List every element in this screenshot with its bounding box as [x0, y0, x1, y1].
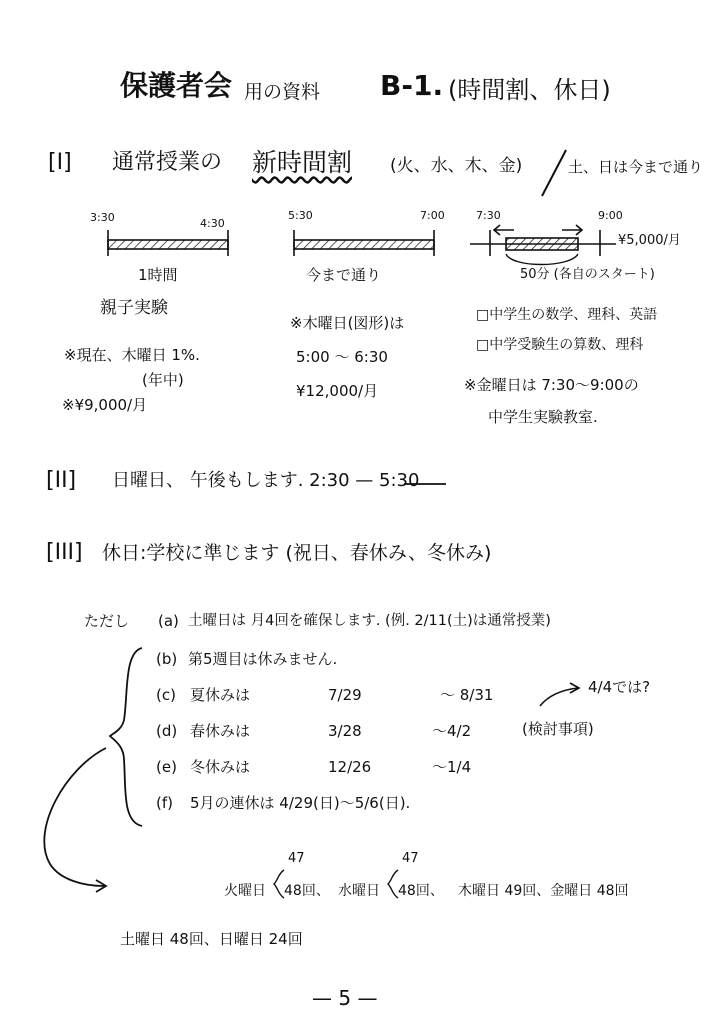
- page-number: — 5 —: [312, 986, 378, 1010]
- item-c-from: 7/29: [328, 686, 362, 704]
- col3-item-exam: □中学受験生の算数、理科: [476, 337, 644, 353]
- col1-timebar: [108, 230, 228, 256]
- col3-note-lab: 中学生実験教室.: [488, 408, 598, 426]
- col3-note-friday: ※金曜日は 7:30〜9:00の: [464, 376, 639, 394]
- col3-end-time: 9:00: [598, 209, 623, 222]
- col1-note-grade: (年中): [142, 371, 184, 389]
- col2-timebar: [294, 230, 434, 256]
- section1-heading-a: 通常授業の: [112, 150, 223, 175]
- item-e-label: (e): [156, 758, 177, 776]
- item-f-text: 5月の連休は 4/29(日)〜5/6(日).: [190, 794, 411, 812]
- col2-note-time: 5:00 〜 6:30: [296, 348, 388, 366]
- section1-marker: [I]: [48, 150, 72, 175]
- count-sup-tuesday: 47: [288, 851, 305, 866]
- item-e-to: 〜1/4: [432, 758, 472, 776]
- annotation-question: 4/4では?: [588, 678, 651, 696]
- title-paren: (時間割、休日): [448, 76, 611, 104]
- count-sup-wednesday: 47: [402, 851, 419, 866]
- count-wednesday: 水曜日: [338, 883, 380, 899]
- col1-note-current: ※現在、木曜日 1%.: [64, 346, 200, 364]
- annotation-review: (検討事項): [522, 720, 594, 738]
- col3-bar-label: 50分 (各自のスタート): [520, 267, 655, 282]
- item-d-label: (d): [156, 722, 178, 740]
- count-tuesday-value: 48回、: [284, 883, 330, 899]
- items-brace: [110, 648, 142, 826]
- question-arrow: [540, 688, 578, 706]
- item-d-to: 〜4/2: [432, 722, 472, 740]
- count-sat-sun: 土曜日 48回、日曜日 24回: [120, 930, 303, 948]
- col3-timebar: [470, 225, 616, 265]
- brace-tuesday: [274, 870, 284, 898]
- item-e-text: 冬休みは: [190, 758, 251, 776]
- item-d-from: 3/28: [328, 722, 362, 740]
- count-thu-fri: 木曜日 49回、金曜日 48回: [458, 883, 629, 899]
- col1-price: ※¥9,000/月: [62, 396, 148, 414]
- col3-price: ¥5,000/月: [618, 233, 681, 248]
- section3-marker: [III]: [46, 540, 83, 565]
- item-c-to: 〜 8/31: [440, 686, 494, 704]
- curved-arrow: [44, 748, 106, 886]
- col1-class-name: 親子実験: [100, 298, 168, 318]
- item-b-text: 第5週目は休みません.: [188, 650, 338, 668]
- col1-end-time: 4:30: [200, 217, 225, 230]
- col1-bar-label: 1時間: [138, 266, 178, 284]
- slash-divider: [542, 150, 566, 196]
- section3-lead: ただし: [84, 612, 130, 630]
- col2-bar-label: 今まで通り: [306, 266, 382, 284]
- col2-note-thursday: ※木曜日(図形)は: [290, 314, 405, 332]
- item-e-from: 12/26: [328, 758, 372, 776]
- count-wednesday-value: 48回、: [398, 883, 444, 899]
- col2-end-time: 7:00: [420, 209, 445, 222]
- item-a-text: 土曜日は 月4回を確保します. (例. 2/11(土)は通常授業): [188, 613, 551, 629]
- item-c-text: 夏休みは: [190, 686, 251, 704]
- col3-item-junior-high: □中学生の数学、理科、英語: [476, 307, 658, 323]
- item-c-label: (c): [156, 686, 176, 704]
- item-d-text: 春休みは: [190, 722, 251, 740]
- section2-marker: [II]: [46, 468, 77, 493]
- item-a-label: (a): [158, 612, 179, 630]
- title-sub: 用の資料: [244, 81, 321, 103]
- col1-start-time: 3:30: [90, 211, 115, 224]
- section2-text: 日曜日、 午後もします. 2:30 — 5:30: [112, 470, 420, 491]
- col2-price: ¥12,000/月: [296, 382, 379, 400]
- section1-heading-weekend: 土、日は今まで通り: [568, 158, 704, 176]
- brace-wednesday: [388, 870, 398, 898]
- title-code: B-1.: [380, 69, 444, 102]
- section1-heading-new-timetable: 新時間割: [252, 148, 353, 177]
- col2-start-time: 5:30: [288, 209, 313, 222]
- section1-heading-days: (火、水、木、金): [390, 156, 523, 176]
- col3-start-time: 7:30: [476, 209, 501, 222]
- count-tuesday: 火曜日: [224, 883, 266, 899]
- item-b-label: (b): [156, 650, 178, 668]
- section3-text: 休日:学校に準じます (祝日、春休み、冬休み): [102, 542, 492, 564]
- title-main: 保護者会: [120, 69, 233, 102]
- item-f-label: (f): [156, 794, 173, 812]
